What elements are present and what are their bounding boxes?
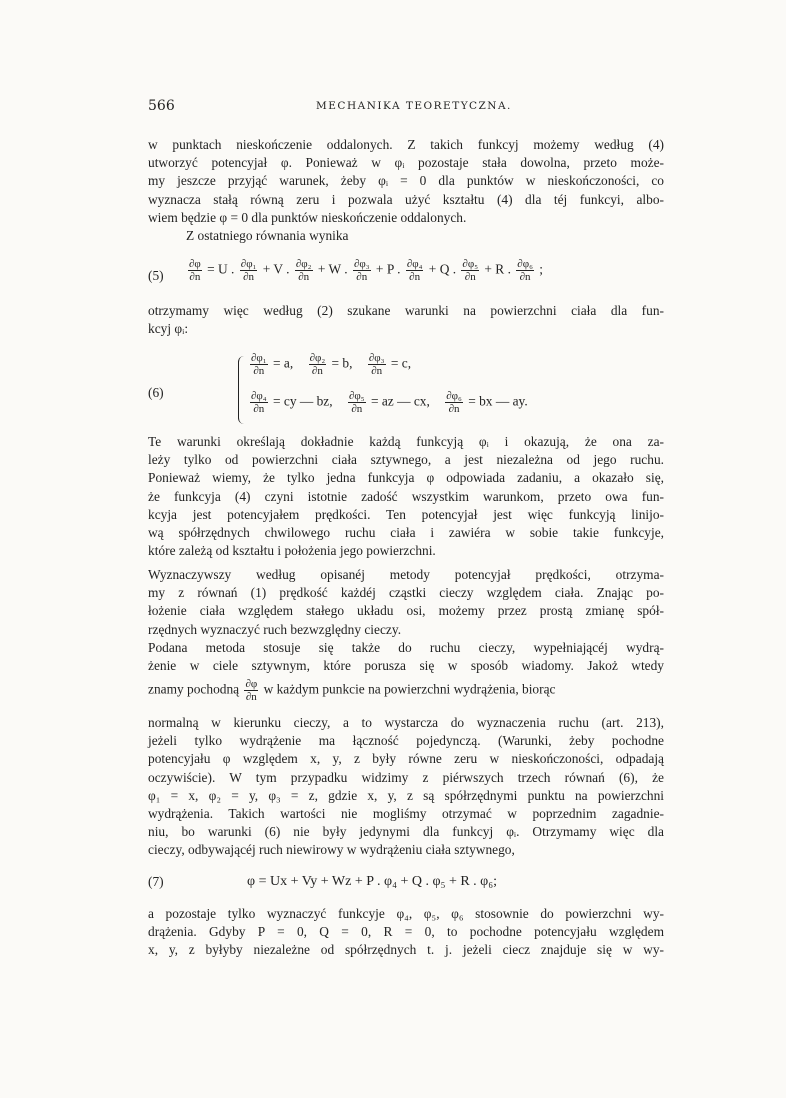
paragraph-1	[148, 136, 664, 227]
condition-rhs: = a,	[269, 355, 307, 371]
fraction-numerator: ∂φ₄	[251, 390, 267, 402]
text-line: że funkcyja (4) czyni istotnie zadość wszystkim warunkom, przeto owa fun-	[148, 488, 664, 504]
text-line: które zależą od kształtu i położenia jego powierzchni.	[148, 543, 436, 559]
text-line: kcyja jest potencyjałem prędkości. Ten potencyjał jest więc funkcyją linijo-	[148, 506, 664, 522]
fraction-numerator: ∂φ	[245, 678, 258, 690]
condition-rhs: = b,	[328, 355, 366, 371]
text-line: cieczy, odbywającéj ruch niewirowy w wydrążeniu ciała sztywnego,	[148, 842, 515, 858]
condition-fraction	[368, 352, 386, 377]
text-line: Ponieważ wiemy, że tylko jedna funkcyja φ odpowiada zadaniu, a okazało się,	[148, 470, 664, 486]
text-line: żenie w ciele sztywnym, które porusza się w sposób wiadomy. Jakoż wtedy	[148, 658, 664, 674]
equation-7: φ = Ux + Vy + Wz + P . φ₄ + Q . φ₅ + R . φ₆;	[247, 874, 498, 889]
fraction-numerator: ∂φ₁	[251, 352, 267, 364]
running-title: MECHANIKA TEORETYCZNA.	[316, 100, 512, 112]
text-line: potencyjału φ względem x, y, z były równe zeru w nieskończoności, odpadają	[148, 751, 664, 767]
equation-5-number: (5)	[148, 268, 164, 283]
text-line: rzędnych wyznaczyć ruch bezwzględny cieczy.	[148, 621, 402, 637]
condition-rhs: = c,	[387, 355, 412, 371]
inline-text: w każdym punkcie na powierzchni wydrążenia, biorąc	[260, 681, 556, 697]
condition-fraction	[348, 390, 366, 415]
fraction-numerator: ∂φ₆	[517, 258, 533, 270]
text-line: w punktach nieskończenie oddalonych. Z takich funkcyj możemy według (4)	[148, 137, 664, 152]
text-line: my z równań (1) prędkość każdéj cząstki cieczy względem ciała. Znając po-	[148, 585, 664, 601]
text-line: φ₁ = x, φ₂ = y, φ₃ = z, gdzie x, y, z są spółrzędnymi punktu na powierzchni	[148, 787, 664, 803]
fraction-numerator: ∂φ	[189, 258, 201, 270]
condition-rhs: = bx — ay.	[464, 393, 528, 409]
text-line: kcyj φᵢ:	[148, 321, 189, 337]
text-line: normalną w kierunku cieczy, a to wystarcza do wyznaczenia ruchu (art. 213),	[148, 715, 664, 730]
text-line: wydrążenia. Takich wartości nie mogliśmy otrzymać w poprzednim zagadnie-	[148, 806, 664, 822]
fraction-denominator: ∂n	[464, 271, 476, 283]
page-number: 566	[148, 98, 175, 114]
term-fraction	[516, 258, 534, 283]
paragraph-6-inline-derivative	[148, 678, 664, 703]
lhs-fraction	[188, 258, 202, 283]
fraction-denominator: ∂n	[409, 271, 421, 283]
condition-rhs: = az — cx,	[367, 393, 444, 409]
operator: + Q .	[425, 261, 460, 277]
condition-rhs: = cy — bz,	[269, 393, 346, 409]
term-fraction	[406, 258, 424, 283]
text-line: a pozostaje tylko wyznaczyć funkcyje φ₄, φ₅, φ₆ stosownie do powierzchni wy-	[148, 906, 664, 921]
condition-fraction	[250, 390, 268, 415]
fraction-numerator: ∂φ₅	[462, 258, 479, 270]
text-line: leży tylko od powierzchni ciała sztywnego, a jest niezależna od jego ruchu.	[148, 452, 664, 468]
paragraph-3	[148, 302, 664, 338]
condition-fraction	[309, 352, 327, 377]
term-fraction	[295, 258, 313, 283]
term-fraction	[353, 258, 371, 283]
operator: = U .	[203, 261, 238, 277]
text-line: x, y, z byłyby niezależne od spółrzędnych t. j. jeżeli ciecz znajduje się w wy-	[148, 942, 664, 958]
fraction-denominator: ∂n	[243, 271, 255, 283]
operator: + W .	[314, 261, 351, 277]
text-line: Te warunki określają dokładnie każdą funkcyją φᵢ i okazują, że ona za-	[148, 434, 664, 449]
fraction-numerator: ∂φ₄	[406, 258, 423, 270]
condition-fraction	[445, 390, 463, 415]
fraction-denominator: ∂n	[311, 365, 323, 377]
fraction-numerator: ∂φ₃	[368, 352, 385, 364]
fraction-denominator: ∂n	[356, 271, 368, 283]
equation-5	[186, 258, 543, 283]
paragraph-5	[148, 566, 664, 639]
equation-6-brace	[238, 356, 247, 424]
fraction-numerator: ∂φ₁	[240, 258, 257, 270]
text-line: wyznacza stałą równą zeru i pozwala użyć kształtu (4) dla téj funkcyi, albo-	[148, 191, 664, 207]
text-line: Wyznaczywszy według opisanéj metody potencyjał prędkości, otrzyma-	[148, 567, 664, 582]
fraction-denominator: ∂n	[245, 691, 257, 703]
paragraph-2	[186, 227, 386, 245]
term-fraction	[461, 258, 479, 283]
fraction-denominator: ∂n	[351, 403, 363, 415]
condition-fraction	[250, 352, 268, 377]
text-line: jeżeli tylko wydrążenie ma łączność pojedynczą. (Warunki, żeby pochodne	[148, 733, 664, 749]
text-line: łożenie ciała względem stałego układu osi, możemy przez prostą zmianę spół-	[148, 603, 664, 619]
fraction-denominator: ∂n	[448, 403, 460, 415]
text-line: my jeszcze przyjąć warunek, żeby φᵢ = 0 dla punktów w nieskończoności, co	[148, 173, 664, 189]
operator: + R .	[481, 261, 515, 277]
paragraph-6	[148, 639, 664, 675]
text-line: Podana metoda stosuje się także do ruchu cieczy, wypełniającéj wydrą-	[148, 640, 664, 655]
fraction-numerator: ∂φ₂	[309, 352, 326, 364]
punctuation: ;	[535, 261, 543, 277]
inline-text: znamy pochodną	[148, 681, 243, 697]
paragraph-6-continued	[148, 714, 664, 860]
text-line: wą spółrzędnych chwilowego ruchu ciała i zawiéra w sobie takie funkcyje,	[148, 525, 664, 541]
equation-7-number: (7)	[148, 874, 164, 889]
fraction-denominator: ∂n	[189, 271, 201, 283]
fraction-numerator: ∂φ₃	[353, 258, 370, 270]
fraction-denominator: ∂n	[298, 271, 310, 283]
inline-fraction	[244, 678, 258, 703]
equation-6-number: (6)	[148, 385, 164, 400]
fraction-denominator: ∂n	[253, 403, 265, 415]
page-header	[148, 98, 668, 118]
text-line: niu, bo warunki (6) nie były jedynymi dla funkcyj φᵢ. Otrzymamy więc dla	[148, 824, 664, 840]
paragraph-4	[148, 433, 664, 560]
text-line: otrzymamy więc według (2) szukane warunki na powierzchni ciała dla fun-	[148, 303, 664, 318]
operator: + P .	[372, 261, 404, 277]
text-line: drążenia. Gdyby P = 0, Q = 0, R = 0, to pochodne potencyjału względem	[148, 924, 664, 940]
text-line: utworzyć potencyjał φ. Ponieważ w φᵢ pozostaje stała dowolna, przeto może-	[148, 155, 664, 171]
fraction-denominator: ∂n	[371, 365, 383, 377]
fraction-numerator: ∂φ₅	[348, 390, 365, 402]
fraction-numerator: ∂φ₂	[295, 258, 312, 270]
fraction-numerator: ∂φ₆	[446, 390, 462, 402]
term-fraction	[240, 258, 258, 283]
paragraph-7	[148, 905, 664, 960]
fraction-denominator: ∂n	[519, 271, 531, 283]
text-line: Z ostatniego równania wynika	[186, 228, 349, 243]
equation-6-row-1	[248, 352, 411, 377]
operator: + V .	[259, 261, 293, 277]
equation-6-row-2	[248, 390, 528, 415]
text-line: wiem będzie φ = 0 dla punktów nieskończenie oddalonych.	[148, 209, 467, 225]
text-line: oczywiście). W tym przypadku widzimy z piérwszych trzech równań (6), że	[148, 769, 664, 785]
fraction-denominator: ∂n	[253, 365, 265, 377]
